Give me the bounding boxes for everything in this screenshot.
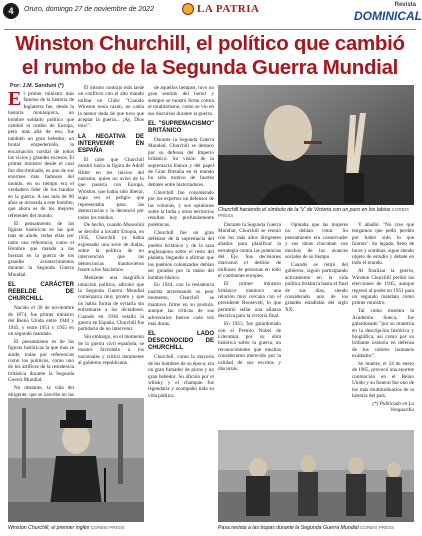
supplement-label: Revista bbox=[394, 2, 416, 8]
photo-image bbox=[218, 85, 414, 205]
paragraph: Tal como muestra la Academia Sueca, fue galardonado "por su maestría en la descripción histórica y biográfica, así como por su brillante oratoria en defensa de los valores humanos exaltados". bbox=[352, 308, 414, 360]
page-number: 4 bbox=[3, 3, 19, 19]
paragraph: El cabe que Churchill mostró hacia la figura de Adolf Hitler en los inicios del nazismo, quien no avisó de lo que pasaría con Europa. Winston, que había sido liberal, supo ver el peligro que representaba para las democracias y lo denunció por todos los medios. bbox=[78, 156, 144, 221]
paragraph: Él mismo contrajo más tarde un conflicto con el alto mando militar en Chile: "Cuando Winston tenía razón, no cabía la menor duda de que tuvo que aceptar la guerra... ¡Ay, Dios mío!". bbox=[78, 85, 144, 130]
supplement-name: DOMINICAL bbox=[354, 9, 422, 23]
paragraph: Churchill fue un gran defensor de la supremacía del pueblo británico y de la raza anglosajona sobre el resto del planeta, llegando a afirmar que los pueblos colonizados debían ser guiados por la mano del hombre blanco. bbox=[148, 229, 214, 281]
photo-churchill-portrait bbox=[8, 398, 144, 522]
subheading: EL CARÁCTER REBELDE DE CHURCHILL bbox=[8, 282, 74, 303]
paragraph: Su muerte, el 24 de enero de 1965, provocó una enorme conmoción en el Reino Unido y su funeral fue uno de los más multitudinarios de la historia del país. bbox=[352, 361, 414, 400]
photo-churchill-v-sign bbox=[218, 85, 414, 205]
photo-churchill-troops bbox=[218, 430, 414, 522]
paragraph: Opinaba que las mujeres no debían votar. Su pensamiento era conservador y sus ideas chocaban con muchos de los avances sociales de su tiempo. bbox=[285, 222, 348, 261]
dropcap: E bbox=[8, 88, 22, 110]
caption-portrait-photo bbox=[8, 525, 144, 531]
header-rule bbox=[4, 29, 416, 30]
photo-image bbox=[218, 430, 414, 522]
paragraph: Y añadió: "No creo que tengamos que pedir perdón por haber sido lo que fuimos". Su legado, lleno de luces y sombras, sigue siendo objeto de estudio y debate en todo el mundo. bbox=[352, 222, 414, 267]
headline bbox=[8, 32, 412, 80]
caption-credit: CORBIS PRESS bbox=[218, 207, 410, 218]
footnote: (*) Publicado en La Vanguardia bbox=[372, 400, 414, 414]
paragraph: El pensamiento es de las figuras históricas la que más se alude, todas por referencias como los políticos, como uno de los artífices de la resistencia británica durante la Segunda Guerra Mundial. bbox=[8, 338, 74, 384]
page-header bbox=[0, 0, 420, 30]
paragraph: De hecho, cuando Mussolini se decidió a invadir Etiopía, en 1935, Churchill ya había expresado una serie de dudas, sobre la política de no intervención que las democracias mantuvieron frente a los fascismos. bbox=[78, 222, 144, 274]
caption-text: Winston Churchill, el premier inglés bbox=[8, 525, 90, 531]
caption-credit: CORBIS PRESS bbox=[360, 525, 394, 530]
paragraph: Al finalizar la guerra, Winston Churchill perdió las elecciones de 1945, aunque regresó al poder en 1951 para un segundo mandato como primer ministro. bbox=[352, 268, 414, 307]
caption-text: Pasa revista a las tropas durante la Segunda Guerra Mundial bbox=[218, 525, 359, 531]
article-column-1 bbox=[8, 88, 74, 398]
paragraph: Churchill fue considerado por los expertos un defensor de las colonias, y sus opiniones sobre la India y otros territorios resultan hoy profundamente polémicas. bbox=[148, 189, 214, 228]
paragraph: Durante la Segunda Guerra Mundial, Churchill se reunió con los más altos dirigentes aliados para planificar la estrategia contra las potencias del Eje. Sus decisiones marcaron el destino de millones de personas en todo el continente europeo. bbox=[218, 222, 281, 280]
paragraph: En 1953, fue galardonado con el Premio Nobel de Literatura por su obra histórica sobre la guerra, un reconocimiento que muchos consideraron merecido por la calidad de sus escritos y discursos. bbox=[218, 321, 281, 372]
paragraph: El pensamiento de las figuras históricas es las que más se alude, todas ellas por tanto una referencia, como el Hombre que mando a las fuerzas en la guerra de los grandes acontecimientos durante la Segunda Guerra Mundial. bbox=[8, 220, 74, 278]
paragraph: l primer ministro más famoso de la historia de Inglaterra fue, desde la historia monárquica, un hombre soldado político que cambió el rumbo de Europa, pero más allá de eso, fue también un gran bebedor, un brutal empedernido, la encarnación cordial de todos los vicios y grandes excesos. El primer ministro desde el cual fue discriminado, es uno de sus enormes más famosos del mundo, en su tiempo era el verdadero líder de los bandos en la guerra. A sus más de 90 años se recuerda a este hombre, que ahora es de los mejores referentes del mundo. bbox=[8, 91, 74, 219]
subheading: EL "SUPREMACISMO" BRITÁNICO bbox=[148, 121, 214, 135]
subheading: LA NEGATIVA DE INTERVENIR EN ESPAÑA bbox=[78, 133, 144, 154]
article-column-2 bbox=[78, 85, 144, 394]
caption-text: Churchill haciendo el símbolo de la 'V' de Victoria con un puro en los labios bbox=[218, 207, 391, 213]
logo-text: LA PATRIA bbox=[197, 3, 260, 15]
dateline: Oruro, domingo 27 de noviembre de 2022 bbox=[24, 6, 154, 13]
paragraph: El primer ministro británico mantuvo una relación muy cercana con el presidente Roosevelt, lo que permitió sellar una alianza decisiva para la victoria final. bbox=[218, 281, 281, 320]
paragraph: de aquellos tiempos, tuvo un gran sentido del honor y siempre se mostró firme contra el totalitarismo, como se vio en sus discursos durante la guerra. bbox=[148, 85, 214, 117]
paragraph: En 1944, con la resistencia nazista atravesando su peor momento, Churchill se mantuvo firme en su postura, aunque las críticas de sus adversarios fueron cada vez más duras. bbox=[148, 282, 214, 327]
subheading: EL LADO DESCONOCIDO DE CHURCHILL bbox=[148, 331, 214, 352]
logo-emblem-icon bbox=[182, 3, 194, 15]
paragraph: Mediante una magnífica intuición política, adivinó que la Segunda Guerra Mundial comenzaría muy pronto y que no había forma de evitarla sin enfrentarse a los dictadores. Cuando en 1936 estalló la guerra en España, Churchill fue partidario de no intervenir. bbox=[78, 275, 144, 333]
article-column-6 bbox=[352, 222, 414, 426]
article-column-4 bbox=[218, 222, 281, 426]
paragraph: Sin embargo, en el momento de la guerra civil española, se mostró favorable a los nacionales y criticó duramente al gobierno republicano. bbox=[78, 334, 144, 366]
paragraph: Churchill, como la mayoría de los hombres de su época, era un gran fumador de puros y un gran bebedor. Su afición por el whisky y el champán fue legendaria y acompañó toda su vida pública. bbox=[148, 354, 214, 399]
caption-credit: CORBIS PRESS bbox=[90, 525, 125, 530]
photo-image bbox=[8, 398, 144, 522]
paragraph: No obstante, la vida del dirigente, que se inscribe en las bbox=[8, 385, 74, 398]
article-column-3 bbox=[148, 85, 214, 525]
supplement-brand bbox=[354, 2, 422, 28]
headline-line-2: el rumbo de la Segunda Guerra Mundial bbox=[21, 56, 399, 79]
paragraph: Durante la Segunda Guerra Mundial, Churchill se destacó por su defensa del Imperio británico. Su visión de la supremacía blanca y del papel de Gran Bretaña en el mundo ha sido motivo de fuertes debates entre historiadores. bbox=[148, 137, 214, 188]
newspaper-logo bbox=[182, 2, 259, 16]
caption-troops-photo bbox=[218, 525, 414, 531]
byline: Por: J.M. Sanduni (*) bbox=[10, 83, 64, 89]
article-column-5 bbox=[285, 222, 348, 426]
paragraph: Nacido el 30 de noviembre de 1874, fue primer ministro del Reino Unido entre 1940 y 1945, y entre 1951 y 1955 en un segundo mandato. bbox=[8, 305, 74, 337]
headline-line-1: Winston Churchill, el político que cambió bbox=[15, 32, 405, 55]
caption-main-photo bbox=[218, 207, 414, 219]
paragraph: Cuando se retiró del gobierno, siguió participando activamente en la vida política británica hasta el final de sus días, siendo considerado uno de los grandes estadistas del siglo XX. bbox=[285, 261, 348, 313]
